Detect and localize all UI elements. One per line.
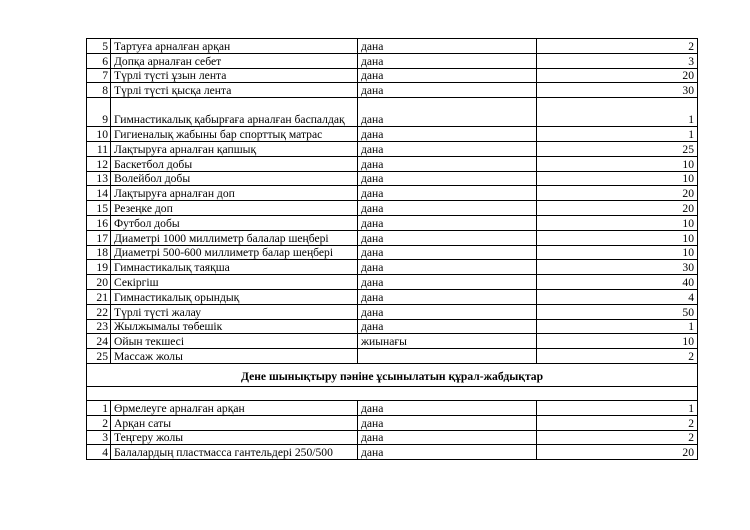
- unit-cell: дана: [358, 304, 537, 319]
- item-name-cell: Жылжымалы төбешік: [111, 319, 358, 334]
- row-number-cell: 21: [87, 289, 111, 304]
- table-row: [87, 141, 698, 156]
- quantity-cell: 2: [537, 430, 698, 445]
- item-name-cell: Диаметрі 500-600 миллиметр балар шеңбері: [111, 245, 358, 260]
- unit-cell: дана: [358, 230, 537, 245]
- quantity-cell: 10: [537, 230, 698, 245]
- row-number-cell: 24: [87, 334, 111, 349]
- item-name-cell: Өрмелеуге арналған арқан: [111, 400, 358, 415]
- unit-cell: дана: [358, 430, 537, 445]
- equipment-table-sheet: [86, 38, 697, 460]
- quantity-cell: 20: [537, 445, 698, 460]
- item-name-cell: Тартуға арналған арқан: [111, 39, 358, 54]
- table-row: [87, 415, 698, 430]
- quantity-cell: 20: [537, 186, 698, 201]
- quantity-cell: 1: [537, 319, 698, 334]
- quantity-cell: 2: [537, 39, 698, 54]
- unit-cell: дана: [358, 275, 537, 290]
- item-name-cell: Арқан саты: [111, 415, 358, 430]
- quantity-cell: 2: [537, 349, 698, 364]
- unit-cell: жиынағы: [358, 334, 537, 349]
- table-row: [87, 186, 698, 201]
- table-row: [87, 400, 698, 415]
- equipment-table-body: [87, 39, 698, 460]
- table-row: [87, 39, 698, 54]
- table-row: [87, 430, 698, 445]
- unit-cell: дана: [358, 186, 537, 201]
- quantity-cell: 50: [537, 304, 698, 319]
- item-name-cell: Гимнастикалық таяқша: [111, 260, 358, 275]
- unit-cell: дана: [358, 156, 537, 171]
- item-name-cell: Гимнастикалық қабырғаға арналған баспалдақ: [111, 98, 358, 127]
- quantity-cell: 1: [537, 127, 698, 142]
- table-row: [87, 260, 698, 275]
- unit-cell: дана: [358, 171, 537, 186]
- item-name-cell: Гигиеналық жабыны бар спорттық матрас: [111, 127, 358, 142]
- row-number-cell: 4: [87, 445, 111, 460]
- spacer-row: [87, 386, 698, 400]
- unit-cell: дана: [358, 245, 537, 260]
- unit-cell: дана: [358, 415, 537, 430]
- unit-cell: дана: [358, 260, 537, 275]
- unit-cell: дана: [358, 215, 537, 230]
- row-number-cell: 7: [87, 68, 111, 83]
- unit-cell: дана: [358, 68, 537, 83]
- table-row: [87, 289, 698, 304]
- unit-cell: дана: [358, 289, 537, 304]
- table-row: [87, 156, 698, 171]
- row-number-cell: 6: [87, 53, 111, 68]
- quantity-cell: 20: [537, 68, 698, 83]
- table-row: [87, 201, 698, 216]
- item-name-cell: Балалардың пластмасса гантельдері 250/500: [111, 445, 358, 460]
- table-row: [87, 83, 698, 98]
- unit-cell: дана: [358, 400, 537, 415]
- item-name-cell: Волейбол добы: [111, 171, 358, 186]
- unit-cell: дана: [358, 98, 537, 127]
- table-row: [87, 319, 698, 334]
- row-number-cell: 13: [87, 171, 111, 186]
- item-name-cell: Диаметрі 1000 миллиметр балалар шеңбері: [111, 230, 358, 245]
- unit-cell: дана: [358, 127, 537, 142]
- item-name-cell: Түрлі түсті ұзын лента: [111, 68, 358, 83]
- table-row: [87, 304, 698, 319]
- table-row: [87, 349, 698, 364]
- row-number-cell: 18: [87, 245, 111, 260]
- row-number-cell: 15: [87, 201, 111, 216]
- section-title: Дене шынықтыру пәніне ұсынылатын құрал-жабдықтар: [87, 363, 698, 386]
- quantity-cell: 1: [537, 98, 698, 127]
- row-number-cell: 2: [87, 415, 111, 430]
- item-name-cell: Баскетбол добы: [111, 156, 358, 171]
- item-name-cell: Секіргіш: [111, 275, 358, 290]
- unit-cell: дана: [358, 83, 537, 98]
- row-number-cell: 20: [87, 275, 111, 290]
- item-name-cell: Ойын текшесі: [111, 334, 358, 349]
- item-name-cell: Допқа арналған себет: [111, 53, 358, 68]
- row-number-cell: 16: [87, 215, 111, 230]
- quantity-cell: 10: [537, 171, 698, 186]
- row-number-cell: 23: [87, 319, 111, 334]
- item-name-cell: Теңгеру жолы: [111, 430, 358, 445]
- table-row: [87, 127, 698, 142]
- quantity-cell: 4: [537, 289, 698, 304]
- quantity-cell: 10: [537, 334, 698, 349]
- item-name-cell: Гимнастикалық орындық: [111, 289, 358, 304]
- unit-cell: [358, 349, 537, 364]
- item-name-cell: Түрлі түсті жалау: [111, 304, 358, 319]
- row-number-cell: 17: [87, 230, 111, 245]
- row-number-cell: 9: [87, 98, 111, 127]
- quantity-cell: 20: [537, 201, 698, 216]
- row-number-cell: 12: [87, 156, 111, 171]
- row-number-cell: 10: [87, 127, 111, 142]
- row-number-cell: 3: [87, 430, 111, 445]
- item-name-cell: Лақтыруға арналған қапшық: [111, 141, 358, 156]
- unit-cell: дана: [358, 141, 537, 156]
- quantity-cell: 25: [537, 141, 698, 156]
- quantity-cell: 40: [537, 275, 698, 290]
- table-row: [87, 445, 698, 460]
- row-number-cell: 22: [87, 304, 111, 319]
- row-number-cell: 25: [87, 349, 111, 364]
- table-row: [87, 215, 698, 230]
- equipment-table: [86, 38, 698, 460]
- quantity-cell: 10: [537, 245, 698, 260]
- table-row: [87, 245, 698, 260]
- quantity-cell: 2: [537, 415, 698, 430]
- item-name-cell: Массаж жолы: [111, 349, 358, 364]
- item-name-cell: Футбол добы: [111, 215, 358, 230]
- row-number-cell: 1: [87, 400, 111, 415]
- unit-cell: дана: [358, 445, 537, 460]
- quantity-cell: 30: [537, 83, 698, 98]
- unit-cell: дана: [358, 201, 537, 216]
- quantity-cell: 3: [537, 53, 698, 68]
- table-row: [87, 98, 698, 127]
- unit-cell: дана: [358, 53, 537, 68]
- table-row: [87, 334, 698, 349]
- row-number-cell: 8: [87, 83, 111, 98]
- section-heading-row: [87, 363, 698, 386]
- row-number-cell: 19: [87, 260, 111, 275]
- table-row: [87, 275, 698, 290]
- quantity-cell: 10: [537, 156, 698, 171]
- quantity-cell: 10: [537, 215, 698, 230]
- table-row: [87, 53, 698, 68]
- spacer-cell: [87, 386, 698, 400]
- quantity-cell: 30: [537, 260, 698, 275]
- unit-cell: дана: [358, 39, 537, 54]
- row-number-cell: 14: [87, 186, 111, 201]
- table-row: [87, 230, 698, 245]
- quantity-cell: 1: [537, 400, 698, 415]
- item-name-cell: Лақтыруға арналған доп: [111, 186, 358, 201]
- table-row: [87, 68, 698, 83]
- table-row: [87, 171, 698, 186]
- item-name-cell: Резеңке доп: [111, 201, 358, 216]
- row-number-cell: 5: [87, 39, 111, 54]
- row-number-cell: 11: [87, 141, 111, 156]
- item-name-cell: Түрлі түсті қысқа лента: [111, 83, 358, 98]
- unit-cell: дана: [358, 319, 537, 334]
